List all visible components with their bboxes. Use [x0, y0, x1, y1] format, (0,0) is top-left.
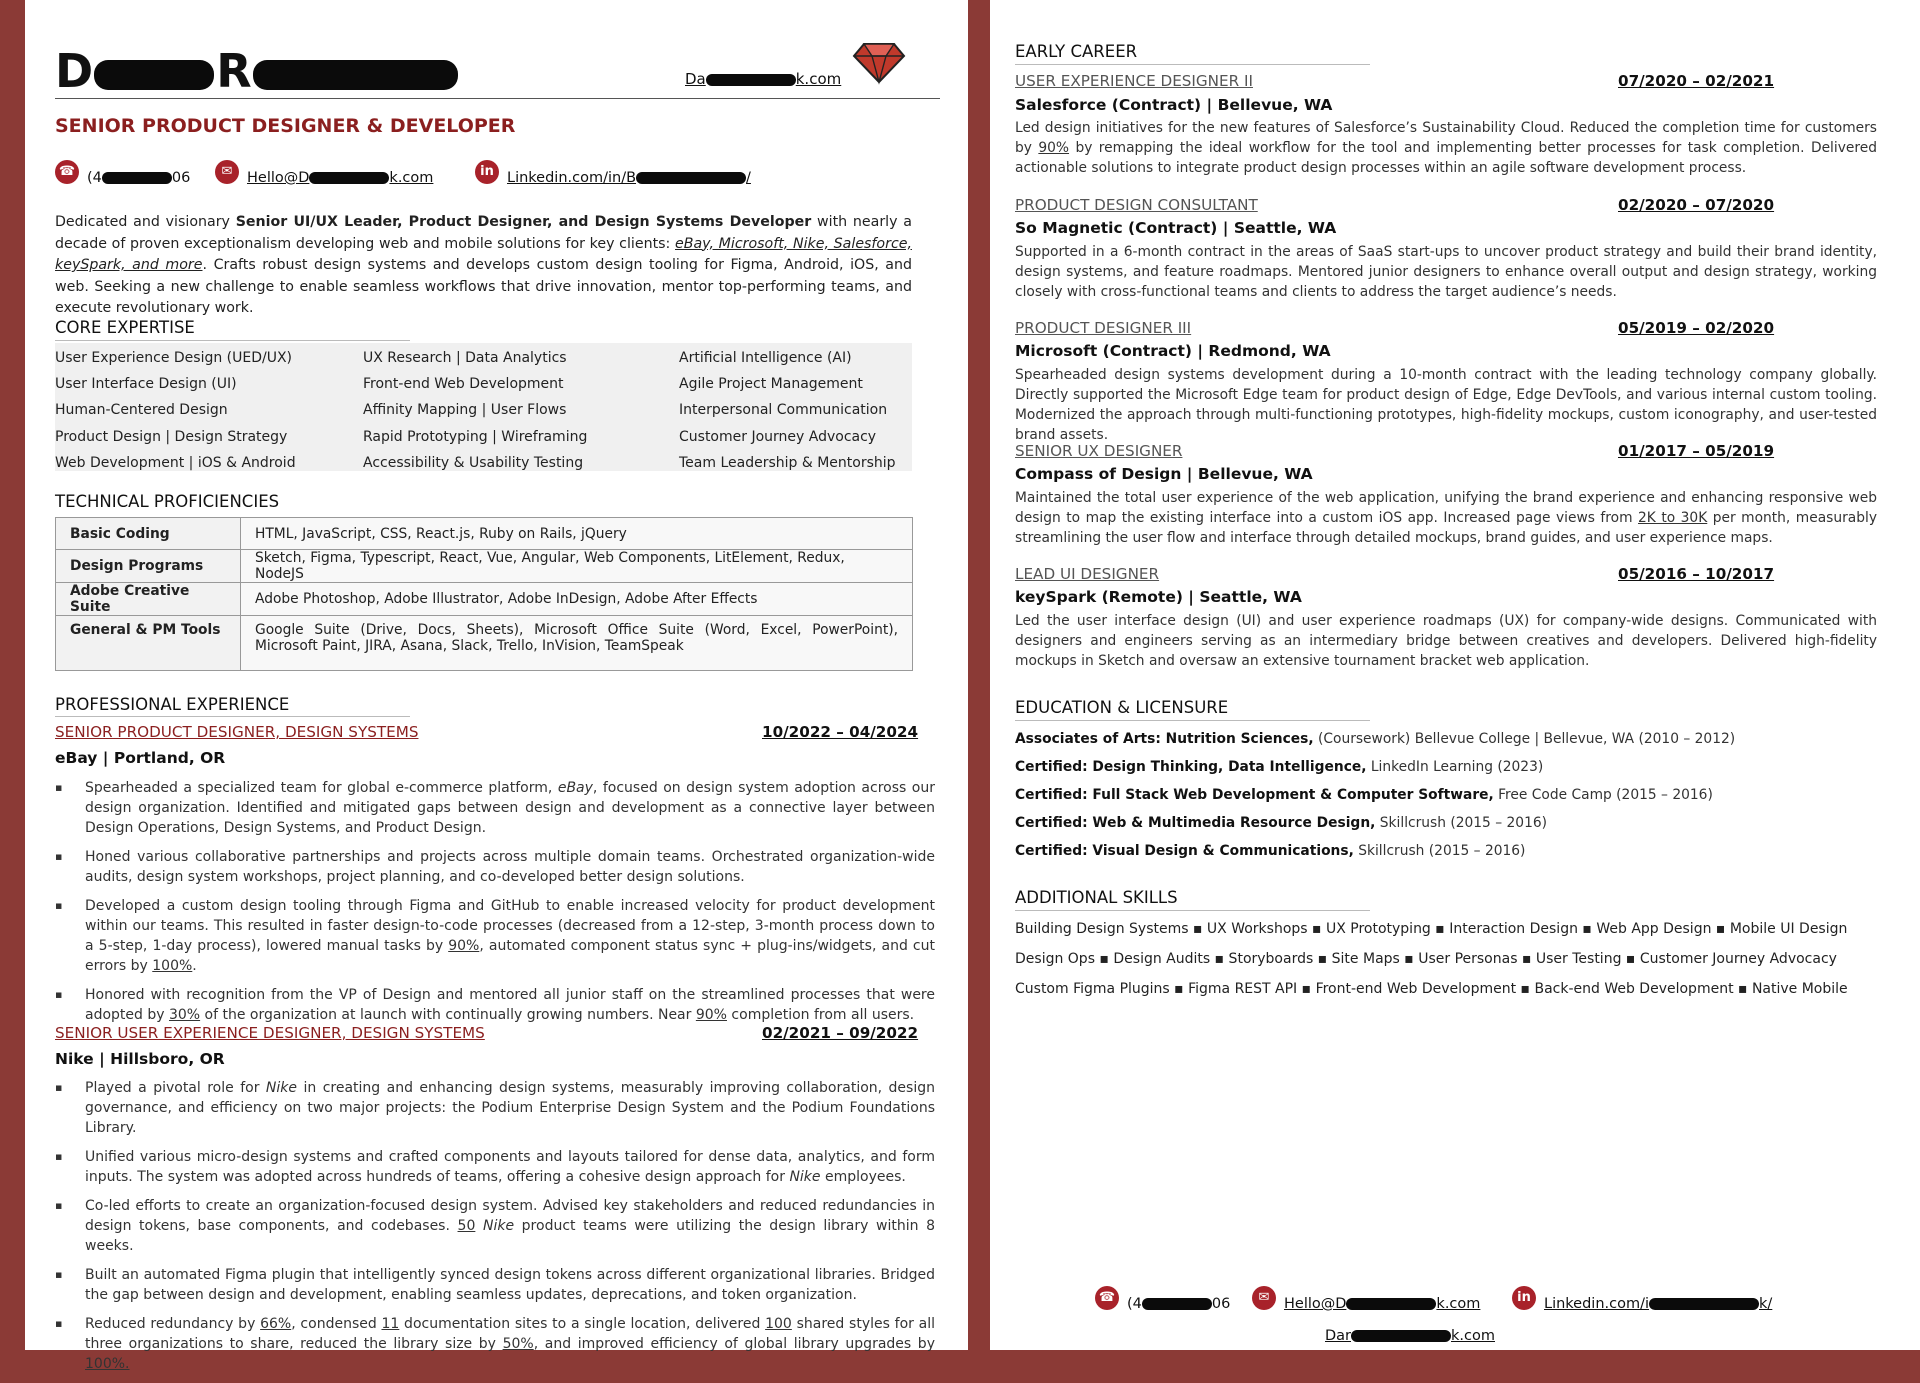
education-item: Certified: Full Stack Web Development & Computer Software, Free Code Camp (2015 – 2016) [1015, 787, 1713, 803]
list-item: ▪ Built an automated Figma plugin that intelligently synced design tokens across different organizational libraries. Bridged the gap between design and development, enabling seamless updates, deprecations, and token organization. [55, 1265, 935, 1305]
role-3-company: Microsoft (Contract) | Redmond, WA [1015, 342, 1331, 360]
role-3-date: 05/2019 – 02/2020 [1618, 319, 1775, 337]
role-5-date: 05/2016 – 10/2017 [1618, 565, 1775, 583]
profile-summary: Dedicated and visionary Senior UI/UX Leader, Product Designer, and Design Systems Developer with nearly a decade of proven exceptionalism developing web and mobile solutions for key clients: eBay, Microsoft, Nike, Salesforce, keySpark, and more. Crafts robust design systems and develops custom design tooling for Figma, Android, iOS, and web. Seeking a new challenge to enable seamless workflows that drive innovation, mentor top-performing teams, and execute revolutionary work. [55, 214, 912, 316]
website-redaction [706, 74, 796, 86]
education-item: Certified: Design Thinking, Data Intelligence, LinkedIn Learning (2023) [1015, 759, 1544, 775]
job-2-title: SENIOR USER EXPERIENCE DESIGNER, DESIGN SYSTEMS [55, 1024, 485, 1042]
role-2-title: PRODUCT DESIGN CONSULTANT [1015, 196, 1258, 214]
surname-redaction [253, 60, 458, 90]
professional-experience-title: PROFESSIONAL EXPERIENCE [55, 695, 290, 714]
footer-email-contact[interactable]: ✉ Hello@D k.com [1252, 1286, 1480, 1310]
name-redaction [94, 60, 214, 90]
list-item: ▪ Reduced redundancy by 66%, condensed 11 documentation sites to a single location, delivered 100 shared styles for all three organizations to share, reduced the library size by 50%, and improved efficiency of global library upgrades by 100%. [55, 1314, 935, 1374]
list-item: ▪ Played a pivotal role for Nike in creating and enhancing design systems, measurably improving collaboration, design governance, and efficiency on two major projects: the Podium Enterprise Design System and the Podium Foundations Library. [55, 1078, 935, 1138]
role-1-description: Led design initiatives for the new features of Salesforce’s Sustainability Cloud. Reduced the completion time for customers by 90% by remapping the ideal workflow for the tool and implementing better processes for task completion. Delivered actionable solutions to integrate product design processes within an agile software development process. [1015, 120, 1877, 176]
email-icon: ✉ [1252, 1286, 1276, 1310]
core-expertise-grid [55, 343, 912, 471]
role-5-description: Led the user interface design (UI) and user experience roadmaps (UX) for company-wide designs. Communicated with designers and engineers serving as an intermediary bridge between creatives and developers. Delivered high-fidelity mockups in Sketch and oversaw an extensive tournament bracket web application. [1015, 613, 1877, 669]
ruby-gem-logo [852, 42, 906, 84]
list-item: ▪ Spearheaded a specialized team for global e-commerce platform, eBay, focused on design system adoption across our design organization. Identified and mitigated gaps between design and development as a connective layer between Design Operations, Design Systems, and Product Design. [55, 778, 935, 838]
job-2-bullets [55, 1078, 935, 1383]
expertise-item: Team Leadership & Mentorship [679, 454, 896, 471]
footer-phone-contact[interactable]: ☎ (4 06 [1095, 1286, 1230, 1310]
section-divider [1015, 720, 1370, 721]
expertise-item: Front-end Web Development [363, 376, 564, 393]
linkedin-icon: in [475, 160, 499, 184]
skills-line-2: Design Ops ▪ Design Audits ▪ Storyboards ▪ Site Maps ▪ User Personas ▪ User Testing ▪ Customer Journey Advocacy [1015, 951, 1837, 967]
job-1-date: 10/2022 – 04/2024 [762, 723, 919, 741]
expertise-item: Web Development | iOS & Android [55, 454, 296, 471]
skills-line-1: Building Design Systems ▪ UX Workshops ▪ UX Prototyping ▪ Interaction Design ▪ Web App Design ▪ Mobile UI Design [1015, 921, 1848, 937]
list-item: ▪ Developed a custom design tooling through Figma and GitHub to enable increased velocity for product development within our teams. This resulted in faster design-to-code processes (decreased from a 12-step, 3-month process down to a 5-step, 1-day process), lowered manual tasks by 90%, automated component status sync + plug-ins/widgets, and cut errors by 100%. [55, 896, 935, 976]
linkedin-redaction [1649, 1298, 1759, 1310]
role-1-company: Salesforce (Contract) | Bellevue, WA [1015, 96, 1333, 114]
role-4-company: Compass of Design | Bellevue, WA [1015, 465, 1313, 483]
expertise-item: Customer Journey Advocacy [679, 428, 877, 445]
education-item: Certified: Web & Multimedia Resource Design, Skillcrush (2015 – 2016) [1015, 815, 1548, 831]
client-list: eBay, Microsoft, Nike, Salesforce, keySpark, and more [55, 235, 912, 273]
education-item: Certified: Visual Design & Communications, Skillcrush (2015 – 2016) [1015, 843, 1526, 859]
email-redaction [309, 172, 389, 184]
phone-redaction [102, 172, 172, 184]
role-1-title: USER EXPERIENCE DESIGNER II [1015, 72, 1253, 90]
resume-page-1 [25, 0, 968, 1372]
role-4-description: Maintained the total user experience of the web application, unifying the brand experience and enhancing responsive web design to map the existing interface into a custom iOS app. Increased page views from 2K to 30K per month, measurably streamlining the user flow and interface through detailed mockups, brand guides, and user experience maps. [1015, 490, 1877, 546]
role-1-date: 07/2020 – 02/2021 [1618, 72, 1775, 90]
section-divider [55, 716, 410, 717]
expertise-item: Affinity Mapping | User Flows [363, 402, 567, 419]
resume-page-2 [990, 0, 1920, 1350]
email-icon: ✉ [215, 160, 239, 184]
job-1-company: eBay | Portland, OR [55, 749, 226, 767]
skills-line-3: Custom Figma Plugins ▪ Figma REST API ▪ Front-end Web Development ▪ Back-end Web Development ▪ Native Mobile [1015, 981, 1848, 997]
job-2-company: Nike | Hillsboro, OR [55, 1050, 225, 1068]
job-1-bullets [55, 778, 935, 1034]
table-row: Basic Coding HTML, JavaScript, CSS, React.js, Ruby on Rails, jQuery [56, 518, 913, 550]
core-expertise-title: CORE EXPERTISE [55, 318, 195, 337]
phone-contact[interactable]: ☎ (4 06 [55, 160, 190, 184]
email-contact[interactable]: ✉ Hello@D k.com [215, 160, 433, 184]
expertise-item: Agile Project Management [679, 376, 863, 393]
linkedin-contact[interactable]: in Linkedin.com/in/B / [475, 160, 751, 184]
role-2-company: So Magnetic (Contract) | Seattle, WA [1015, 219, 1337, 237]
section-divider [1015, 910, 1370, 911]
footer-contact-bar [1095, 1286, 1895, 1316]
expertise-item: Artificial Intelligence (AI) [679, 350, 852, 366]
role-5-company: keySpark (Remote) | Seattle, WA [1015, 588, 1302, 606]
table-row: Adobe Creative Suite Adobe Photoshop, Adobe Illustrator, Adobe InDesign, Adobe After Effects [56, 583, 913, 616]
expertise-item: User Experience Design (UED/UX) [55, 350, 293, 366]
list-item: ▪ Honored with recognition from the VP of Design and mentored all junior staff on the streamlined processes that were adopted by 30% of the organization at launch with continually growing numbers. Near 90% completion from all users. [55, 985, 935, 1025]
role-4-title: SENIOR UX DESIGNER [1015, 442, 1183, 460]
email-redaction [1346, 1298, 1436, 1310]
linkedin-redaction [636, 172, 746, 184]
phone-redaction [1142, 1298, 1212, 1310]
expertise-column-1 [55, 345, 296, 476]
job-1-title: SENIOR PRODUCT DESIGNER, DESIGN SYSTEMS [55, 723, 419, 741]
expertise-item: Rapid Prototyping | Wireframing [363, 428, 588, 445]
expertise-item: Accessibility & Usability Testing [363, 454, 584, 471]
education-item: Associates of Arts: Nutrition Sciences, (Coursework) Bellevue College | Bellevue, WA (2010 – 2012) [1015, 731, 1736, 747]
education-title: EDUCATION & LICENSURE [1015, 698, 1229, 717]
section-divider [55, 340, 410, 341]
table-row: Design Programs Sketch, Figma, Typescript, React, Vue, Angular, Web Components, LitElement, Redux, NodeJS [56, 550, 913, 583]
list-item: ▪ Co-led efforts to create an organization-focused design system. Advised key stakeholders and reduced redundancies in design tokens, base components, and codebases. 50 Nike product teams were utilizing the design library within 8 weeks. [55, 1196, 935, 1256]
website-redaction [1351, 1330, 1451, 1342]
job-2-date: 02/2021 – 09/2022 [762, 1024, 919, 1042]
additional-skills-title: ADDITIONAL SKILLS [1015, 888, 1178, 907]
technical-proficiencies-table [55, 517, 913, 671]
expertise-column-2 [363, 345, 587, 476]
expertise-item: User Interface Design (UI) [55, 376, 237, 393]
expertise-item: UX Research | Data Analytics [363, 350, 567, 366]
section-divider [1015, 64, 1370, 65]
role-3-title: PRODUCT DESIGNER III [1015, 319, 1192, 337]
job-title-heading: SENIOR PRODUCT DESIGNER & DEVELOPER [55, 115, 516, 137]
linkedin-icon: in [1512, 1286, 1536, 1310]
header-divider [55, 98, 940, 99]
website-link[interactable]: Da k.com [685, 70, 842, 88]
list-item: ▪ Unified various micro-design systems and crafted components and layouts tailored for dense data, analytics, and form inputs. The system was adopted across hundreds of teams, offering a cohesive design approach for Nike employees. [55, 1147, 935, 1187]
role-5-title: LEAD UI DESIGNER [1015, 565, 1160, 583]
table-row: General & PM Tools Google Suite (Drive, Docs, Sheets), Microsoft Office Suite (Word, Excel, PowerPoint), Microsoft Paint, JIRA, Asana, Slack, Trello, InVision, TeamSpeak [56, 616, 913, 671]
technical-proficiencies-title: TECHNICAL PROFICIENCIES [55, 492, 280, 511]
role-2-date: 02/2020 – 07/2020 [1618, 196, 1775, 214]
list-item: ▪ Honed various collaborative partnerships and projects across multiple domain teams. Orchestrated organization-wide audits, design system workshops, project planning, and co-developed better design solutions. [55, 847, 935, 887]
candidate-name: D R [55, 44, 460, 98]
footer-linkedin-contact[interactable]: in Linkedin.com/i k/ [1512, 1286, 1772, 1310]
expertise-item: Product Design | Design Strategy [55, 428, 288, 445]
expertise-column-3 [679, 345, 896, 476]
phone-icon: ☎ [55, 160, 79, 184]
footer-website-link[interactable]: Dar k.com [1325, 1328, 1495, 1344]
expertise-item: Interpersonal Communication [679, 402, 888, 419]
role-4-date: 01/2017 – 05/2019 [1618, 442, 1775, 460]
early-career-title: EARLY CAREER [1015, 42, 1138, 61]
role-3-description: Spearheaded design systems development during a 10-month contract with the leading technology company globally. Directly supported the Microsoft Edge team for product design of Edge, Edge DevTools, and various internal custom tooling. Modernized the approach through multi-functioning prototypes, high-fidelity mockups, custom iconography, and user-tested brand assets. [1015, 367, 1877, 443]
role-2-description: Supported in a 6-month contract in the areas of SaaS start-ups to uncover product strategy and build their brand identity, design systems, and feature roadmaps. Mentored junior designers to enhance overall output and design strategy, working closely with cross-functional teams and clients to address the target audience’s needs. [1015, 244, 1877, 300]
phone-icon: ☎ [1095, 1286, 1119, 1310]
expertise-item: Human-Centered Design [55, 402, 228, 419]
